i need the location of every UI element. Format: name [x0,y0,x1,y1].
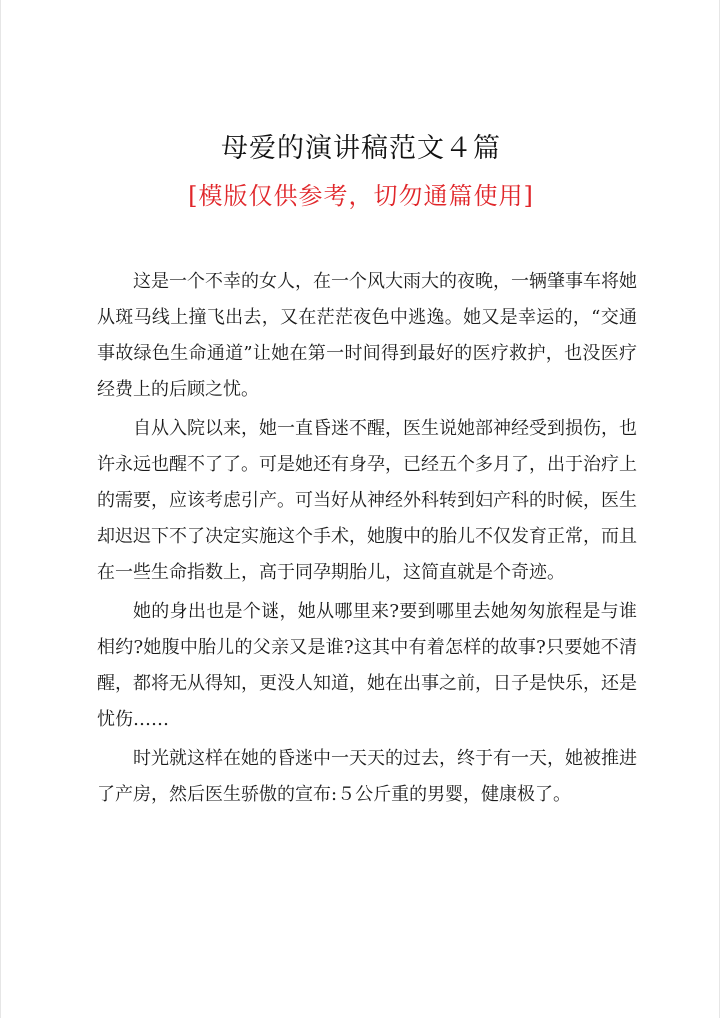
paragraph: 这是一个不幸的女人，在一个风大雨大的夜晚，一辆肇事车将她从斑马线上撞飞出去，又在茫茫夜色中逃逸。她又是幸运的，“交通事故绿色生命通道”让她在第一时间得到最好的医疗救护，也没医疗经费上的后顾之忧。 [97,271,637,400]
paragraph: 她的身出也是个谜，她从哪里来?要到哪里去她匆匆旅程是与谁相约?她腹中胎儿的父亲又是谁?这其中有着怎样的故事?只要她不清醒，都将无从得知，更没人知道，她在出事之前，日子是快乐，还是忧伤…… [97,601,637,730]
document-body [97,264,637,816]
paragraph: 自从入院以来，她一直昏迷不醒，医生说她部神经受到损伤，也许永远也醒不了了。可是她还有身孕，已经五个多月了，出于治疗上的需要，应该考虑引产。可当好从神经外科转到妇产科的时候，医生却迟迟下不了决定实施这个手术，她腹中的胎儿不仅发育正常，而且在一些生命指数上，高于同孕期胎儿，这简直就是个奇迹。 [97,418,637,583]
template-notice: [模版仅供参考，切勿通篇使用] [188,182,534,210]
paragraph: 时光就这样在她的昏迷中一天天的过去，终于有一天，她被推进了产房，然后医生骄傲的宣布:５公斤重的男婴，健康极了。 [97,748,637,805]
document-title: 母爱的演讲稿范文４篇 [221,133,501,164]
